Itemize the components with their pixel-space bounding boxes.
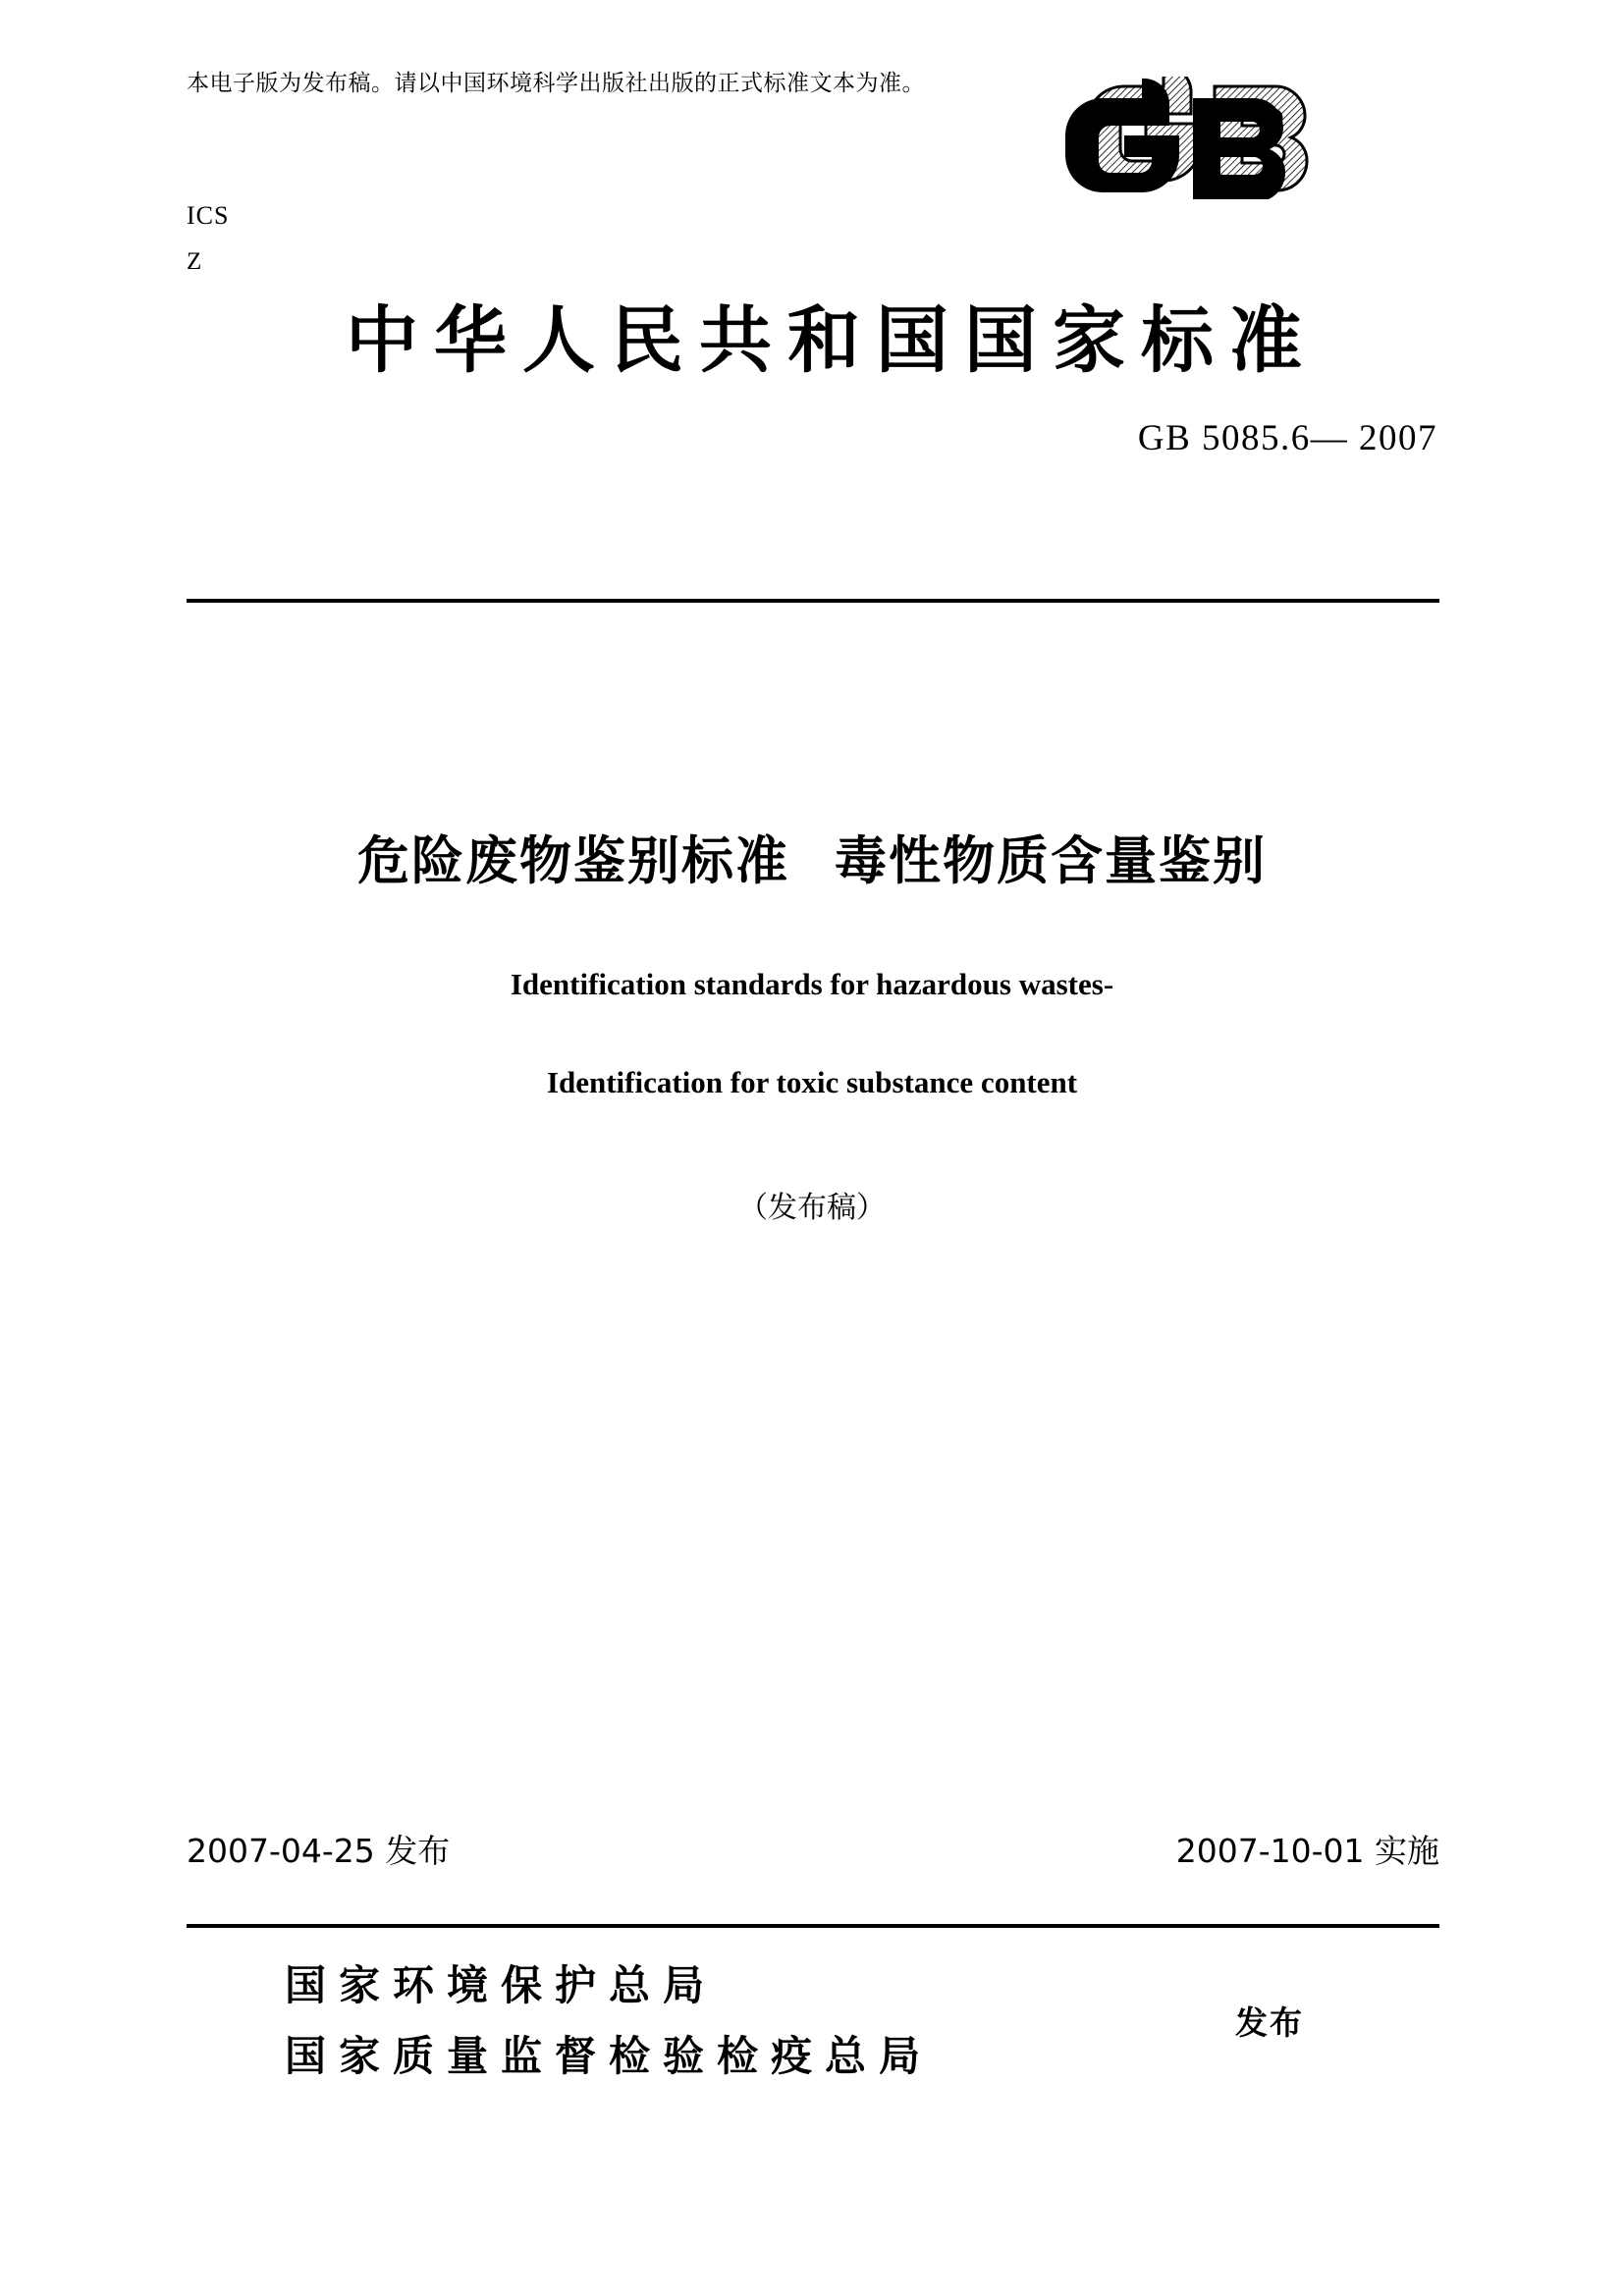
issue-word: 发布 xyxy=(1235,2003,1304,2042)
ics-label: ICS xyxy=(187,201,230,230)
issuer-line-1: 国家环境保护总局 xyxy=(285,1961,718,2009)
divider-bottom xyxy=(187,1924,1439,1928)
document-title-cn xyxy=(0,820,1624,894)
draft-note: （发布稿） xyxy=(738,1191,886,1225)
issuer-line-2: 国家质量监督检验检疫总局 xyxy=(285,2032,934,2080)
document-title-cn-part2: 毒性物质含量鉴别 xyxy=(835,831,1267,891)
gb-logo-icon xyxy=(1065,77,1380,199)
issue-date: 2007-04-25 发布 xyxy=(187,1832,451,1870)
divider-top xyxy=(187,599,1439,603)
effective-date: 2007-10-01 实施 xyxy=(1175,1832,1439,1870)
standard-number: GB 5085.6— 2007 xyxy=(1137,418,1437,458)
document-title-cn-part1: 危险废物鉴别标准 xyxy=(357,831,789,891)
document-title-en-line1: Identification standards for hazardous wastes- xyxy=(510,967,1114,1001)
classification-code: Z xyxy=(187,248,202,275)
document-title-en-line2: Identification for toxic substance content xyxy=(546,1065,1078,1099)
national-standard-title: 中华人民共和国国家标准 xyxy=(346,298,1318,383)
electronic-version-notice: 本电子版为发布稿。请以中国环境科学出版社出版的正式标准文本为准。 xyxy=(187,71,925,96)
issuing-authorities xyxy=(0,1953,1624,2101)
